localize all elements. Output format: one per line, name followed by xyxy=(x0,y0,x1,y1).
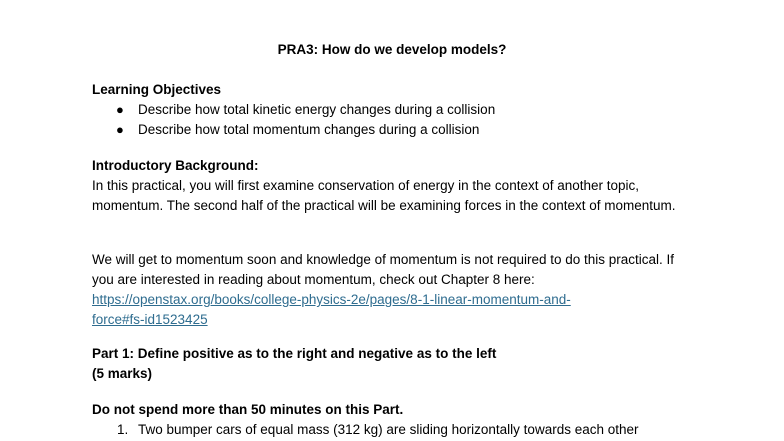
part1-section xyxy=(92,344,692,384)
learning-objectives-section xyxy=(92,80,692,140)
intro-paragraph-2: We will get to momentum soon and knowledge of momentum is not required to do this practical. If you are interested in reading about momentum, check out Chapter 8 here: xyxy=(92,252,675,287)
part1-heading: Part 1: Define positive as to the right and negative as to the left xyxy=(92,346,497,361)
intro-paragraph-2-block xyxy=(92,250,692,330)
momentum-link-line-1[interactable]: https://openstax.org/books/college-physics-2e/pages/8-1-linear-momentum-and- xyxy=(92,292,571,307)
part1-marks: (5 marks) xyxy=(92,366,153,381)
question-item xyxy=(92,420,692,440)
question-number: 1. xyxy=(117,422,129,437)
intro-heading: Introductory Background: xyxy=(92,158,259,173)
bullet-icon: ● xyxy=(116,122,124,137)
objective-text: Describe how total momentum changes during a collision xyxy=(138,122,480,137)
intro-section xyxy=(92,156,692,216)
part1-instructions xyxy=(92,400,692,440)
bullet-icon: ● xyxy=(116,102,124,117)
intro-paragraph-1: In this practical, you will first examine conservation of energy in the context of another topic, momentum. The second half of the practical will be examining forces in the context of momentum. xyxy=(92,178,676,213)
momentum-link[interactable] xyxy=(92,290,692,330)
part1-time-note: Do not spend more than 50 minutes on this Part. xyxy=(92,402,404,417)
objective-item xyxy=(92,120,692,140)
question-text: Two bumper cars of equal mass (312 kg) are sliding horizontally towards each other xyxy=(138,422,639,437)
document-title: PRA3: How do we develop models? xyxy=(277,42,507,57)
objective-text: Describe how total kinetic energy changes during a collision xyxy=(138,102,496,117)
momentum-link-line-2[interactable]: force#fs-id1523425 xyxy=(92,312,208,327)
learning-objectives-heading: Learning Objectives xyxy=(92,82,222,97)
objective-item xyxy=(92,100,692,120)
